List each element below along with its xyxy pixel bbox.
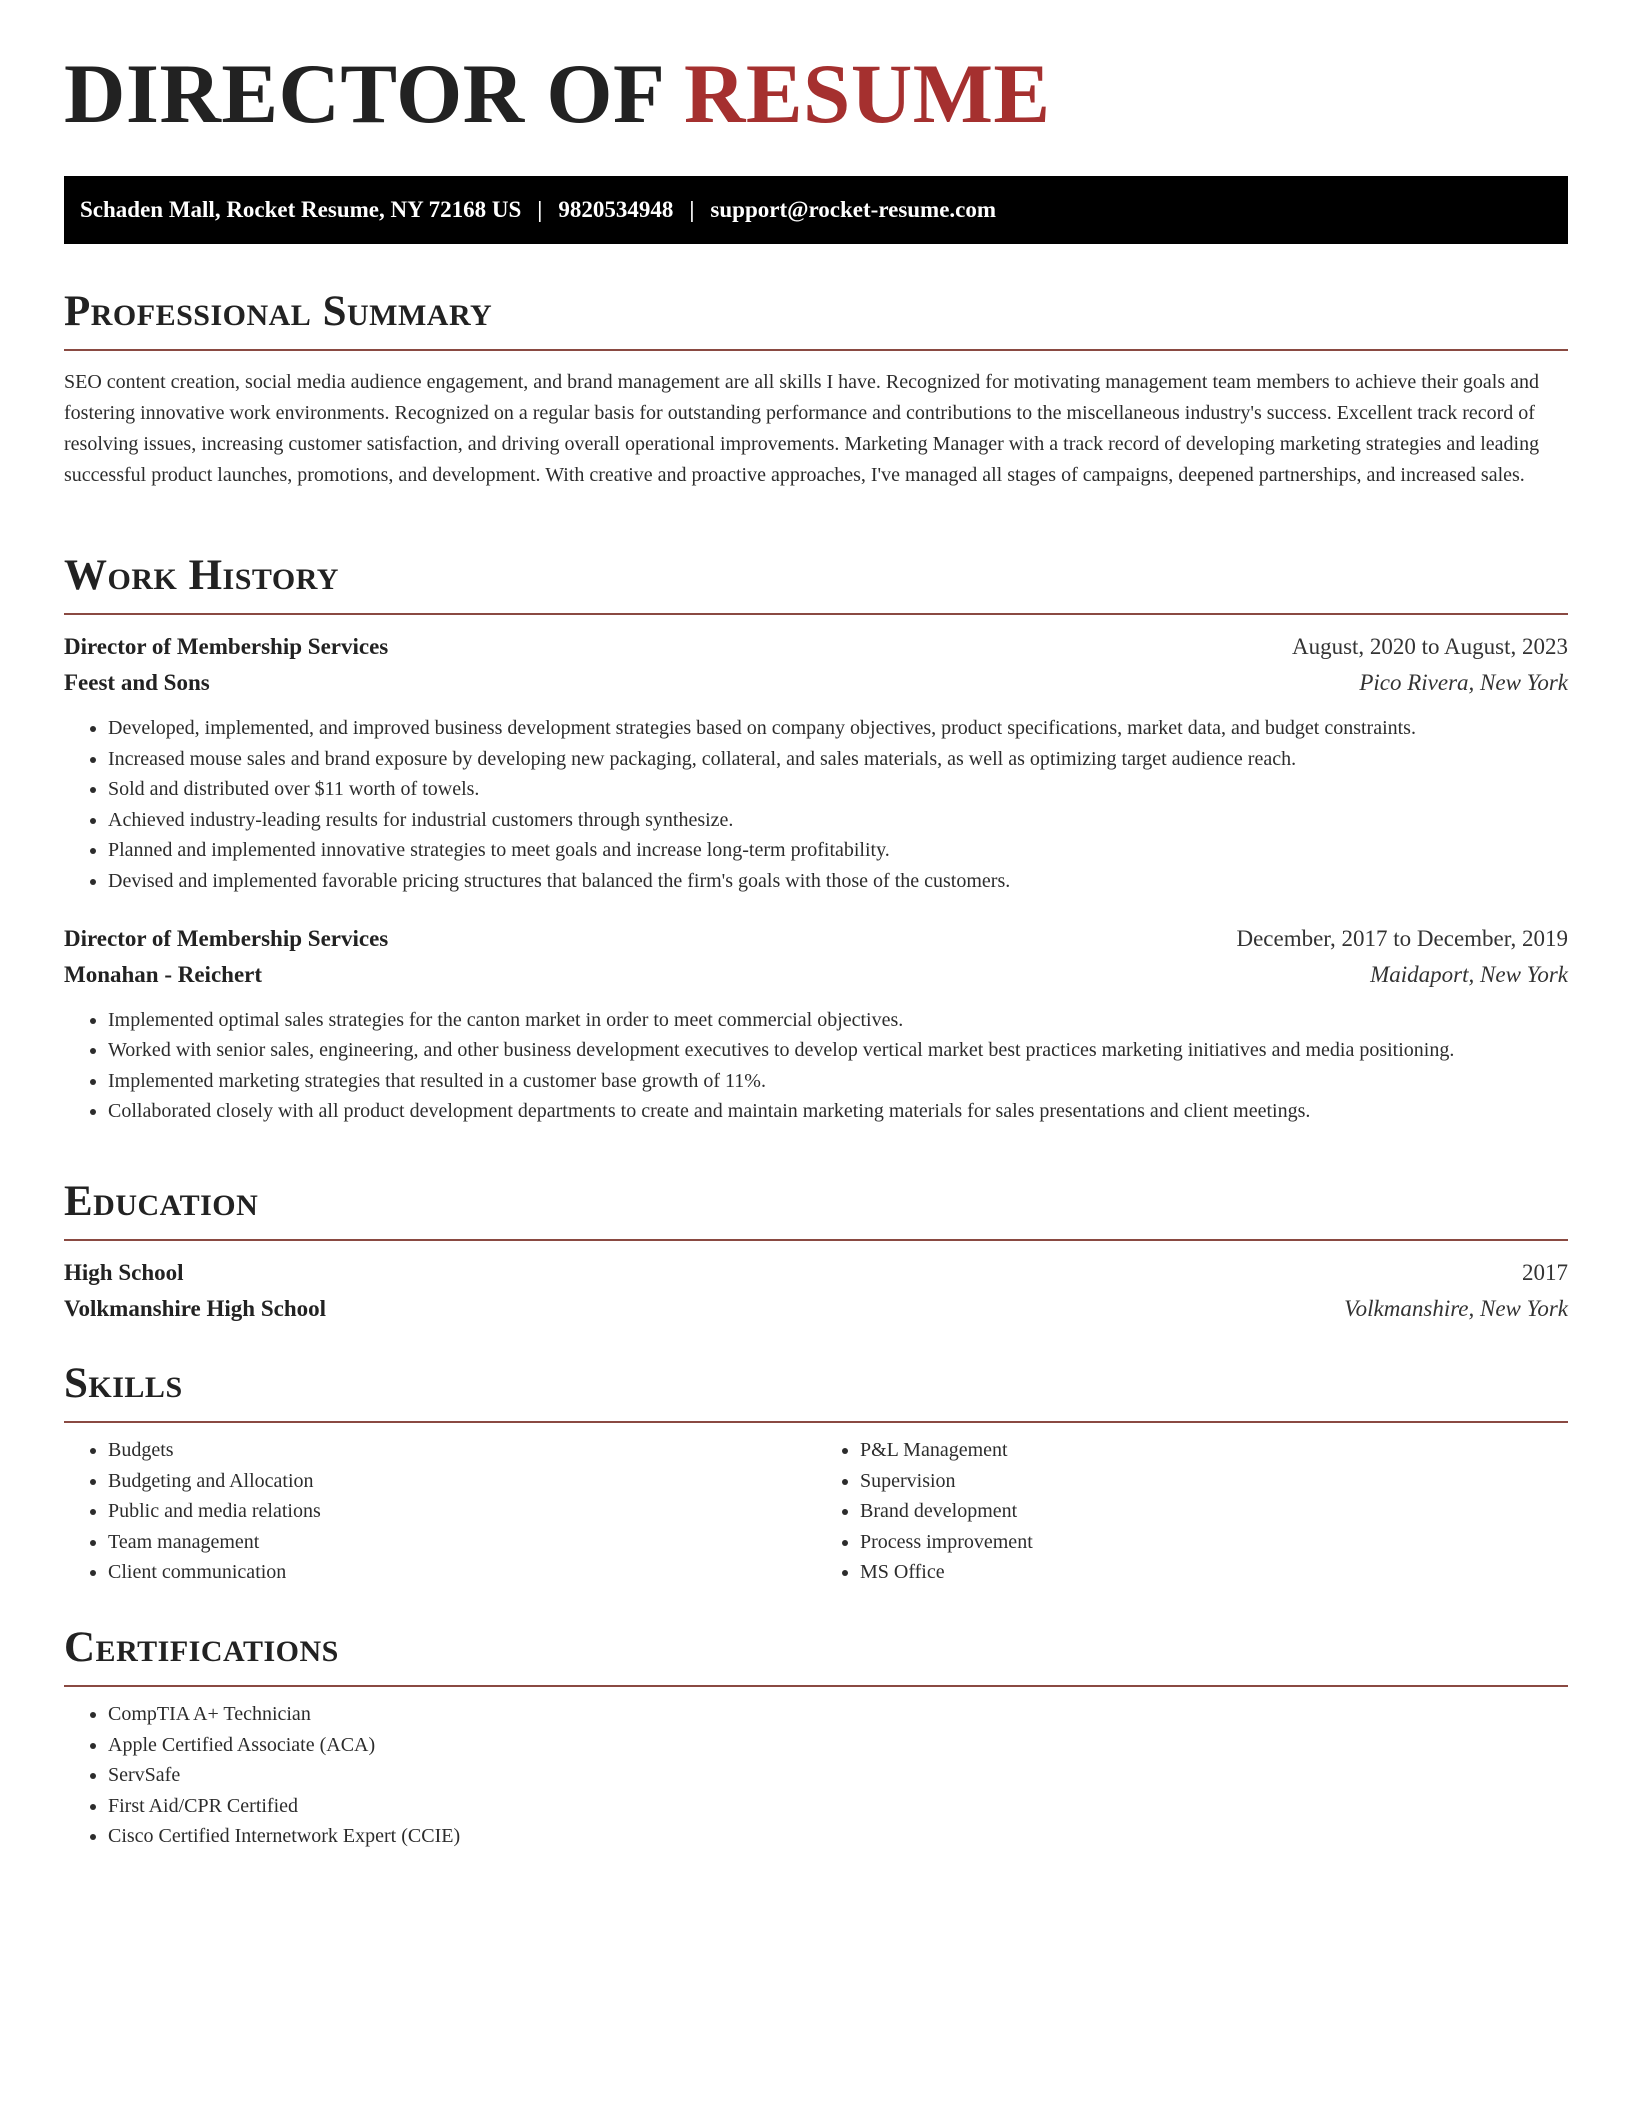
job-dates: August, 2020 to August, 2023 <box>1291 634 1568 659</box>
contact-bar <box>64 176 1568 244</box>
job-bullets <box>64 1005 1568 1127</box>
contact-separator: | <box>689 197 695 222</box>
education-degree: High School <box>64 1260 184 1285</box>
list-item: • Brand development <box>860 1496 1568 1527</box>
resume-name <box>64 47 1051 141</box>
list-item: • P&L Management <box>860 1435 1568 1466</box>
list-item: • Implemented optimal sales strategies for the canton market in order to meet commercial objectives. <box>108 1005 1568 1036</box>
list-item: • Developed, implemented, and improved business development strategies based on company objectives, product specifications, market data, and budget constraints. <box>108 713 1568 744</box>
job-header-row <box>64 629 1568 665</box>
list-item: • Implemented marketing strategies that resulted in a customer base growth of 11%. <box>108 1066 1568 1097</box>
education-school-row <box>64 1291 1568 1327</box>
work-history-section <box>64 554 1568 1127</box>
summary-text: SEO content creation, social media audience engagement, and brand management are all skills I have. Recognized for motivating management team members to achieve their goals and fostering innovative work environments. Recognized on a regular basis for outstanding performance and contributions to the miscellaneous industry's success. Excellent track record of resolving issues, increasing customer satisfaction, and driving overall operational improvements. Marketing Manager with a track record of developing marketing strategies and leading successful product launches, promotions, and development. With creative and proactive approaches, I've managed all stages of campaigns, deepened partnerships, and increased sales. <box>64 371 1540 486</box>
section-divider <box>64 1239 1568 1241</box>
list-item: • Apple Certified Associate (ACA) <box>108 1730 1568 1761</box>
name-last: RESUME <box>683 47 1051 141</box>
job-company-row <box>64 957 1568 993</box>
education-header-row <box>64 1255 1568 1291</box>
list-item: • Client communication <box>108 1557 816 1588</box>
section-divider <box>64 349 1568 351</box>
skills-section <box>64 1362 1568 1588</box>
skills-columns <box>64 1435 1568 1588</box>
certifications-list <box>64 1699 1568 1852</box>
list-item: • Process improvement <box>860 1527 1568 1558</box>
section-title: Certifications <box>64 1624 339 1671</box>
education-school: Volkmanshire High School <box>64 1296 327 1321</box>
section-title: Work History <box>64 552 339 599</box>
section-title: Education <box>64 1178 259 1225</box>
job-bullets <box>64 713 1568 897</box>
list-item: • Worked with senior sales, engineering, and other business development executives to develop vertical market best practices marketing initiatives and media positioning. <box>108 1035 1568 1066</box>
list-item: • Sold and distributed over $11 worth of towels. <box>108 774 1568 805</box>
education-location: Volkmanshire, New York <box>1344 1296 1568 1321</box>
list-item: • Increased mouse sales and brand exposure by developing new packaging, collateral, and sales materials, as well as optimizing target audience reach. <box>108 744 1568 775</box>
contact-address: Schaden Mall, Rocket Resume, NY 72168 US <box>80 197 522 222</box>
list-item: • MS Office <box>860 1557 1568 1588</box>
job-header-row <box>64 921 1568 957</box>
list-item: • Budgets <box>108 1435 816 1466</box>
job-company-row <box>64 665 1568 701</box>
section-title: Skills <box>64 1360 183 1407</box>
list-item: • Planned and implemented innovative strategies to meet goals and increase long-term profitability. <box>108 835 1568 866</box>
list-item: • ServSafe <box>108 1760 1568 1791</box>
list-item: • Cisco Certified Internetwork Expert (CCIE) <box>108 1821 1568 1852</box>
list-item: • Collaborated closely with all product development departments to create and maintain marketing materials for sales presentations and client meetings. <box>108 1096 1568 1127</box>
list-item: • First Aid/CPR Certified <box>108 1791 1568 1822</box>
certifications-section <box>64 1626 1568 1852</box>
list-item: • Team management <box>108 1527 816 1558</box>
job-location: Maidaport, New York <box>1370 961 1568 987</box>
contact-phone[interactable]: 9820534948 <box>558 197 674 222</box>
contact-email[interactable]: support@rocket-resume.com <box>710 197 997 222</box>
job-company: Monahan - Reichert <box>64 961 263 987</box>
section-divider <box>64 1685 1568 1687</box>
name-first: DIRECTOR OF <box>64 47 663 141</box>
list-item: • Achieved industry-leading results for industrial customers through synthesize. <box>108 805 1568 836</box>
education-year: 2017 <box>1522 1260 1568 1285</box>
skills-list-right <box>816 1435 1568 1588</box>
education-entry <box>64 1255 1568 1327</box>
contact-separator: | <box>537 197 543 222</box>
list-item: • Devised and implemented favorable pricing structures that balanced the firm's goals with those of the customers. <box>108 866 1568 897</box>
section-divider <box>64 1421 1568 1423</box>
skills-list-left <box>64 1435 816 1588</box>
job-position: Director of Membership Services <box>64 634 389 659</box>
job-entry <box>64 629 1568 897</box>
summary-section <box>64 290 1568 491</box>
job-company: Feest and Sons <box>64 670 210 695</box>
section-title: Professional Summary <box>64 288 493 335</box>
list-item: • Budgeting and Allocation <box>108 1466 816 1497</box>
list-item: • CompTIA A+ Technician <box>108 1699 1568 1730</box>
job-entry <box>64 921 1568 1127</box>
education-section <box>64 1180 1568 1327</box>
job-position: Director of Membership Services <box>64 925 389 951</box>
section-divider <box>64 613 1568 615</box>
list-item: • Supervision <box>860 1466 1568 1497</box>
list-item: • Public and media relations <box>108 1496 816 1527</box>
job-location: Pico Rivera, New York <box>1359 670 1568 695</box>
job-dates: December, 2017 to December, 2019 <box>1236 925 1568 951</box>
